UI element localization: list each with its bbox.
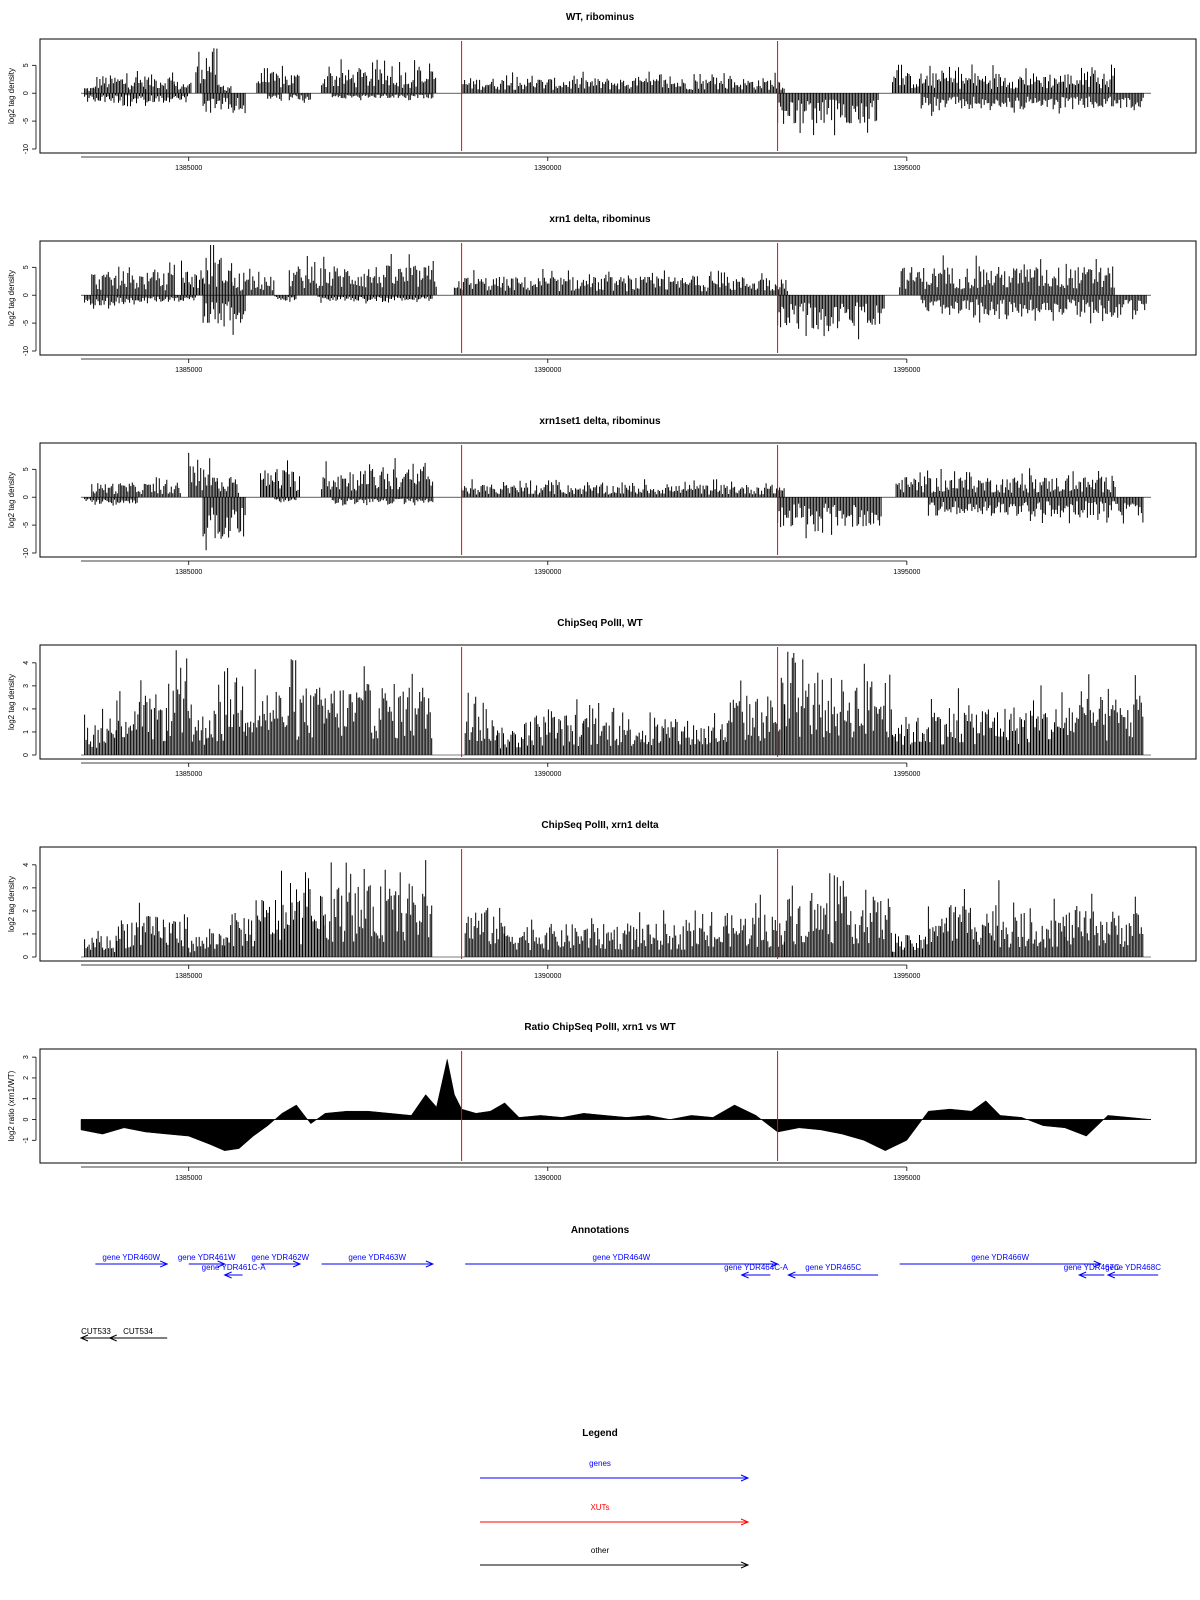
- gene-label: gene YDR460W: [102, 1253, 161, 1262]
- x-tick-label: 1385000: [175, 165, 203, 172]
- x-tick-label: 1395000: [893, 1175, 921, 1182]
- chart-title: ChipSeq PolII, WT: [557, 618, 643, 629]
- x-tick-label: 1390000: [534, 771, 562, 778]
- gene-label: gene YDR462W: [251, 1253, 310, 1262]
- y-tick-label: -5: [23, 521, 30, 529]
- chart-title: xrn1set1 delta, ribominus: [539, 416, 661, 427]
- gene-label: gene YDR464W: [592, 1253, 651, 1262]
- y-tick-label: 1: [23, 730, 30, 734]
- y-tick-label: 2: [23, 1075, 30, 1080]
- gene-label: gene YDR461W: [177, 1253, 236, 1262]
- gene-label: gene YDR461C-A: [201, 1263, 266, 1272]
- x-tick-label: 1395000: [893, 771, 921, 778]
- y-axis-label: log2 tag density: [7, 875, 16, 933]
- y-axis-label: log2 ratio (xrn1/WT): [7, 1070, 16, 1142]
- y-tick-label: -10: [23, 143, 30, 155]
- y-tick-label: -5: [23, 319, 30, 327]
- x-tick-label: 1385000: [175, 771, 203, 778]
- y-tick-label: 0: [23, 293, 30, 298]
- x-tick-label: 1385000: [175, 973, 203, 980]
- y-axis-label: log2 tag density: [7, 673, 16, 731]
- x-tick-label: 1395000: [893, 569, 921, 576]
- y-tick-label: 0: [23, 1117, 30, 1122]
- x-tick-label: 1390000: [534, 165, 562, 172]
- y-tick-label: 0: [23, 753, 30, 757]
- y-tick-label: 1: [23, 1096, 30, 1101]
- chart-title: WT, ribominus: [565, 12, 635, 23]
- y-tick-label: 1: [23, 932, 30, 936]
- x-tick-label: 1390000: [534, 1175, 562, 1182]
- y-axis-label: log2 tag density: [7, 269, 16, 327]
- x-tick-label: 1390000: [534, 569, 562, 576]
- y-tick-label: 5: [23, 265, 30, 270]
- cut-label: CUT534: [123, 1327, 153, 1336]
- chart-title: Ratio ChipSeq PolII, xrn1 vs WT: [524, 1022, 676, 1033]
- y-tick-label: 2: [23, 908, 30, 913]
- legend-title: Legend: [582, 1428, 618, 1439]
- y-tick-label: 4: [23, 862, 30, 867]
- legend-label: other: [590, 1546, 610, 1555]
- y-tick-label: -5: [23, 117, 30, 125]
- y-tick-label: 0: [23, 955, 30, 959]
- gene-label: gene YDR464C-A: [724, 1263, 788, 1272]
- x-tick-label: 1395000: [893, 973, 921, 980]
- y-tick-label: 5: [23, 467, 30, 472]
- chart-title: xrn1 delta, ribominus: [549, 214, 651, 225]
- y-tick-label: 3: [23, 885, 30, 890]
- y-tick-label: 4: [23, 660, 30, 665]
- legend-label: genes: [589, 1459, 611, 1468]
- x-tick-label: 1395000: [893, 367, 921, 374]
- y-tick-label: 0: [23, 91, 30, 96]
- y-tick-label: 3: [23, 1055, 30, 1060]
- x-tick-label: 1385000: [175, 569, 203, 576]
- y-tick-label: 3: [23, 683, 30, 688]
- y-tick-label: -1: [23, 1137, 30, 1144]
- gene-label: gene YDR466W: [971, 1253, 1030, 1262]
- annotations-title: Annotations: [570, 1225, 630, 1236]
- x-tick-label: 1390000: [534, 367, 562, 374]
- gene-label: gene YDR463W: [348, 1253, 407, 1262]
- y-tick-label: 5: [23, 63, 30, 68]
- x-tick-label: 1395000: [893, 165, 921, 172]
- x-tick-label: 1385000: [175, 1175, 203, 1182]
- y-tick-label: 2: [23, 706, 30, 711]
- gene-label: gene YDR468C: [1105, 1263, 1161, 1272]
- y-axis-label: log2 tag density: [7, 471, 16, 529]
- y-axis-label: log2 tag density: [7, 67, 16, 125]
- gene-label: gene YDR465C: [805, 1263, 862, 1272]
- y-tick-label: -10: [23, 547, 30, 559]
- cut-label: CUT533: [81, 1327, 111, 1336]
- y-tick-label: 0: [23, 495, 30, 500]
- legend-label: XUTs: [590, 1503, 610, 1512]
- gene-label: gene YDR467C: [1063, 1263, 1120, 1272]
- x-tick-label: 1390000: [534, 973, 562, 980]
- y-tick-label: -10: [23, 345, 30, 357]
- x-tick-label: 1385000: [175, 367, 203, 374]
- chart-title: ChipSeq PolII, xrn1 delta: [541, 820, 659, 831]
